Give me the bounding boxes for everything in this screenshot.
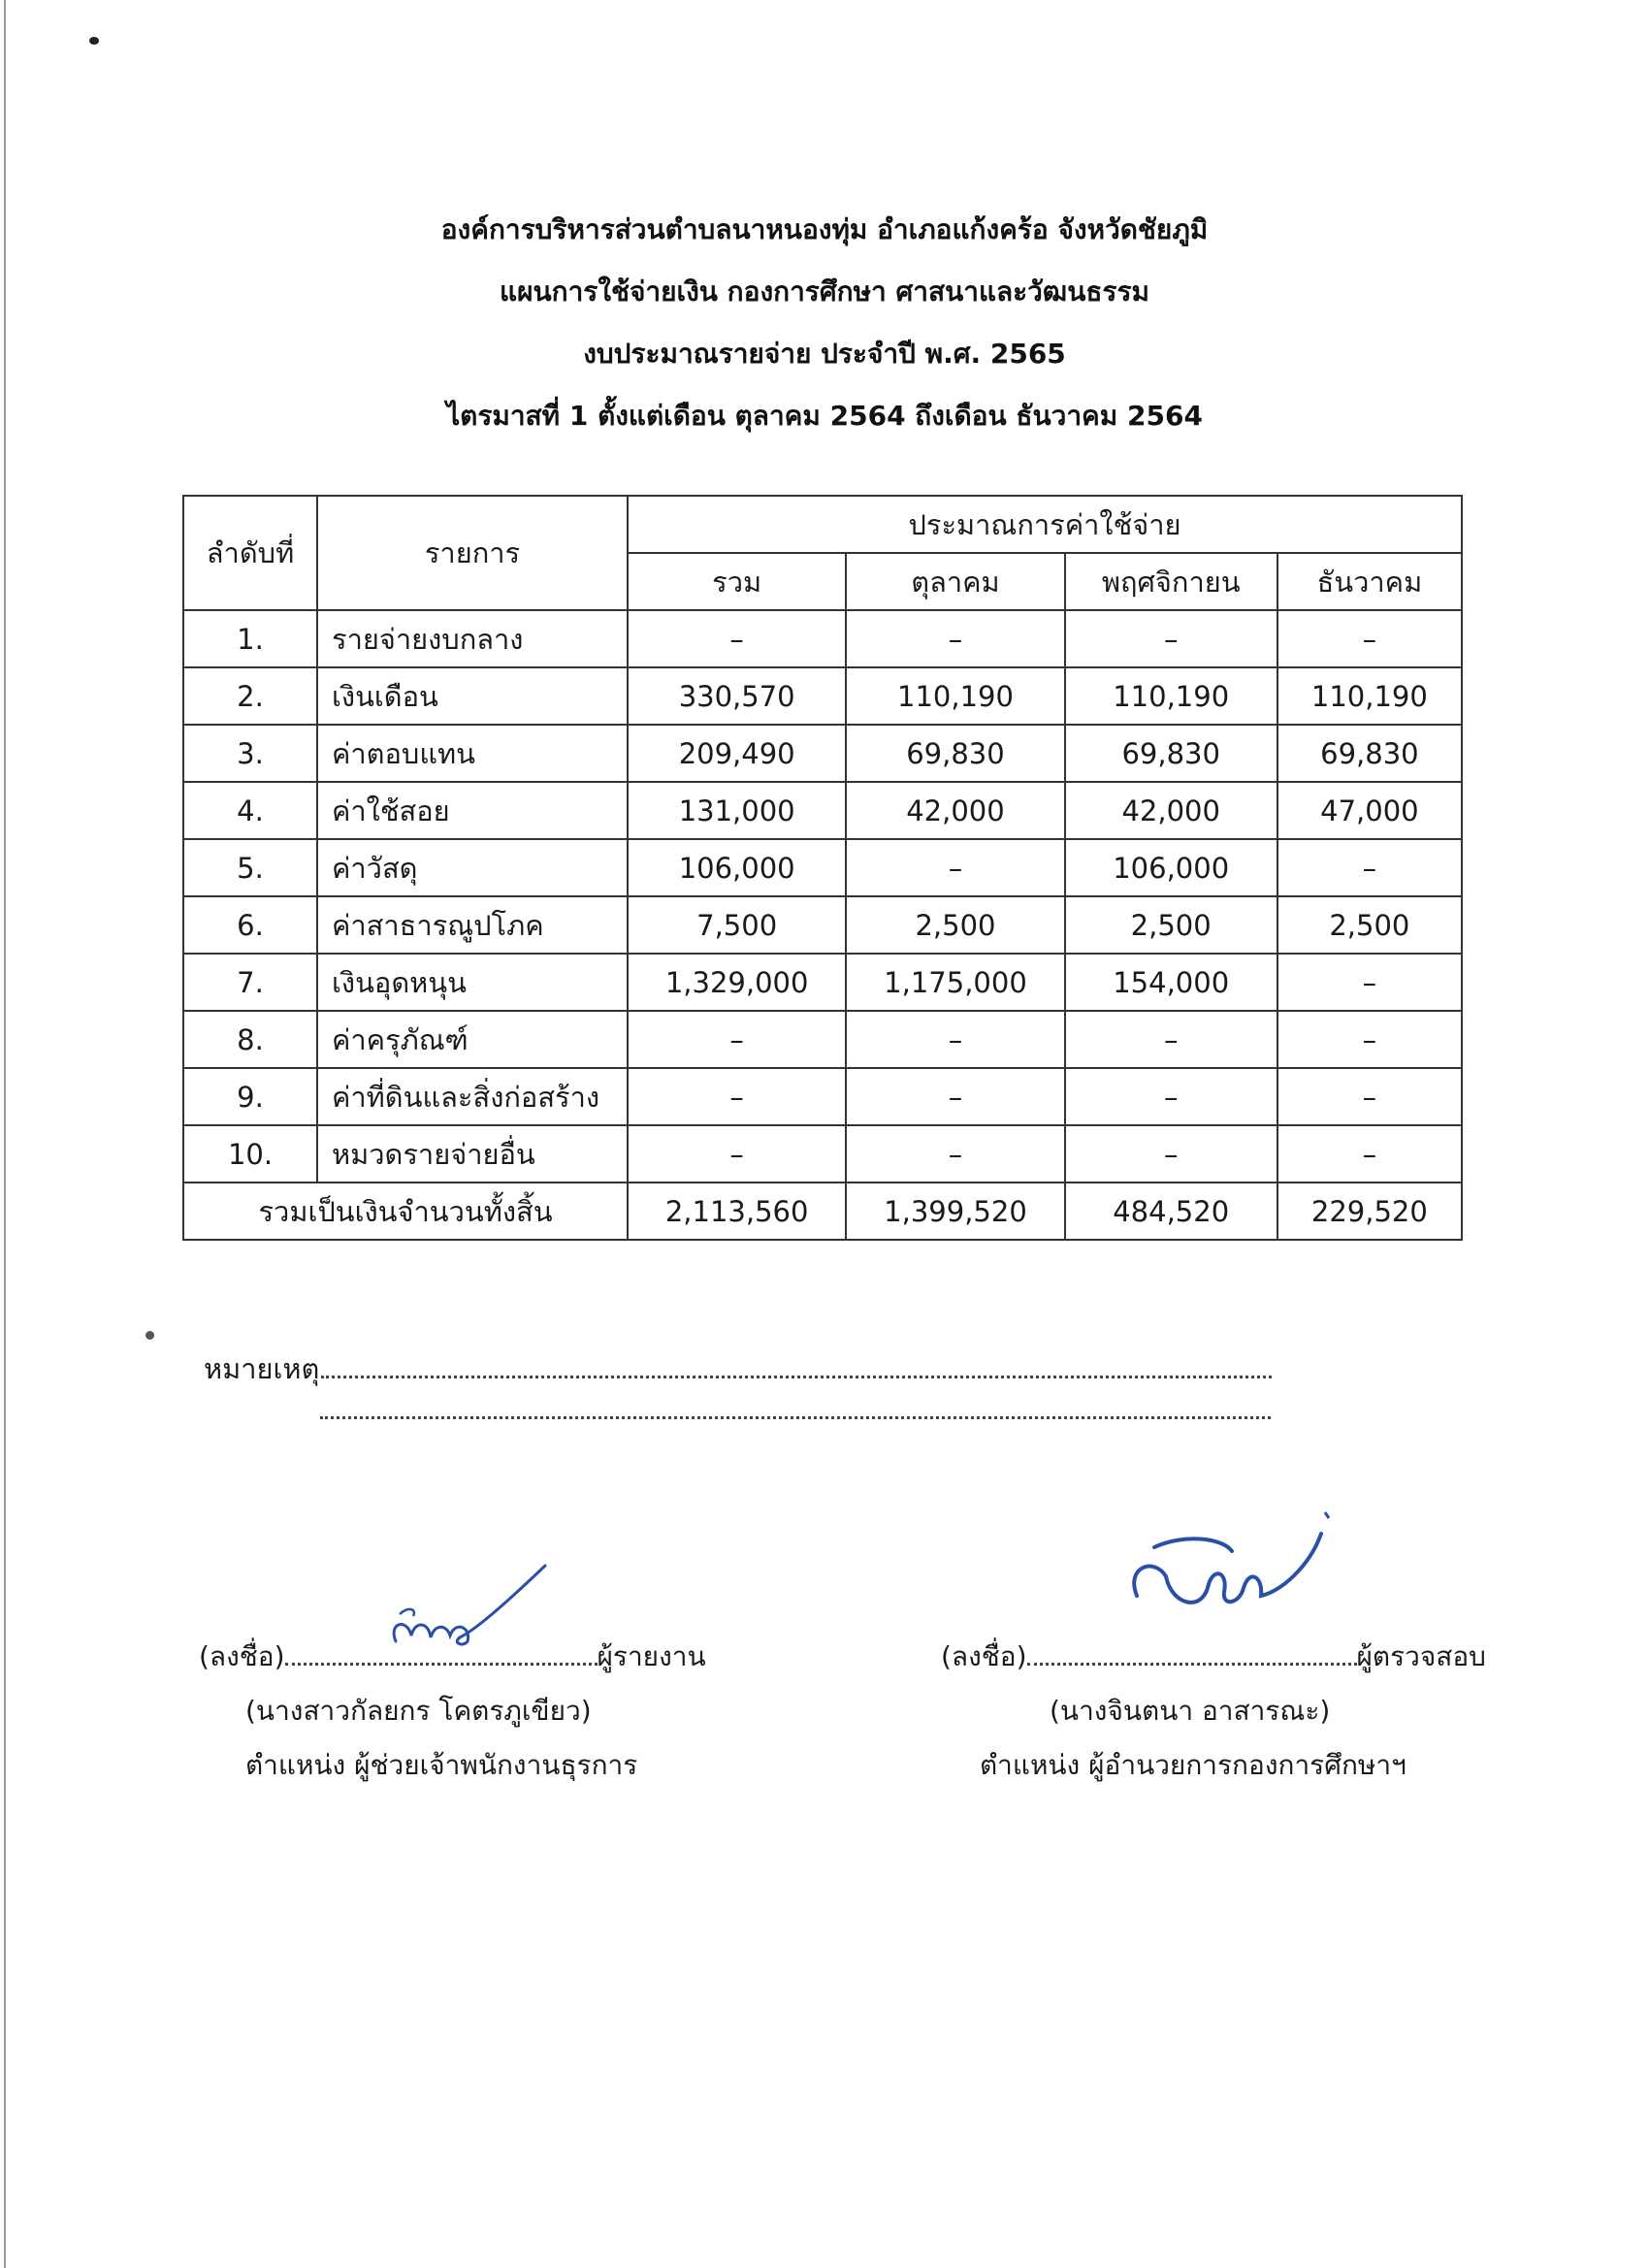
grand-total-oct: 1,399,520 [846,1183,1064,1240]
row-item: ค่าตอบแทน [317,725,628,782]
row-oct: 69,830 [846,725,1064,782]
row-dec: – [1277,954,1462,1011]
row-nov: 69,830 [1065,725,1277,782]
header-october: ตุลาคม [846,553,1064,610]
grand-total-sum: 2,113,560 [628,1183,846,1240]
row-nov: – [1065,1125,1277,1183]
header-total: รวม [628,553,846,610]
row-seq: 2. [183,667,317,725]
table-row [183,725,1462,782]
row-item: เงินเดือน [317,667,628,725]
header-november: พฤศจิกายน [1065,553,1277,610]
row-dec: – [1277,1125,1462,1183]
row-total: – [628,1068,846,1125]
scan-speck [146,1331,154,1340]
sign-role: ผู้ตรวจสอบ [1356,1640,1486,1672]
row-dec: – [1277,610,1462,667]
header-december: ธันวาคม [1277,553,1462,610]
row-total: 330,570 [628,667,846,725]
row-dec: – [1277,1068,1462,1125]
expenditure-plan-table [182,495,1463,1241]
header-seq: ลำดับที่ [183,496,317,610]
row-seq: 1. [183,610,317,667]
row-total: 209,490 [628,725,846,782]
signer-name: (นางจินตนา อาสารณะ) [1050,1695,1331,1727]
table-row [183,1011,1462,1068]
row-item: ค่าใช้สอย [317,782,628,839]
row-item: เงินอุดหนุน [317,954,628,1011]
row-oct: – [846,1125,1064,1183]
row-oct: 2,500 [846,896,1064,954]
row-seq: 9. [183,1068,317,1125]
table-row [183,667,1462,725]
table-row [183,1125,1462,1183]
document-headings [0,199,1649,447]
grand-total-label: รวมเป็นเงินจำนวนทั้งสิ้น [183,1183,628,1240]
row-total: 1,329,000 [628,954,846,1011]
row-item: ค่าวัสดุ [317,839,628,896]
table-row [183,1068,1462,1125]
header-estimate: ประมาณการค่าใช้จ่าย [628,496,1462,553]
remarks-line [204,1346,1272,1391]
heading-quarter: ไตรมาสที่ 1 ตั้งแต่เดือน ตุลาคม 2564 ถึงเดือน ธันวาคม 2564 [446,400,1203,432]
sign-role: ผู้รายงาน [597,1640,706,1672]
remarks-label: หมายเหตุ [204,1352,320,1385]
row-dec: – [1277,1011,1462,1068]
row-oct: 110,190 [846,667,1064,725]
signature-block-reviewer [941,1620,1620,1795]
row-total: 7,500 [628,896,846,954]
row-seq: 3. [183,725,317,782]
grand-total-nov: 484,520 [1065,1183,1277,1240]
row-dec: 47,000 [1277,782,1462,839]
handwritten-signature-reporter [378,1552,553,1659]
row-dec: 69,830 [1277,725,1462,782]
row-seq: 6. [183,896,317,954]
row-dec: 110,190 [1277,667,1462,725]
row-item: ค่าที่ดินและสิ่งก่อสร้าง [317,1068,628,1125]
row-oct: 1,175,000 [846,954,1064,1011]
remarks-dotted-line [321,1376,1272,1378]
row-oct: – [846,1011,1064,1068]
heading-organization: องค์การบริหารส่วนตำบลนาหนองทุ่ม อำเภอแก้งคร้อ จังหวัดชัยภูมิ [440,213,1209,245]
handwritten-signature-reviewer [1116,1499,1339,1644]
row-seq: 4. [183,782,317,839]
row-total: – [628,610,846,667]
table-row [183,896,1462,954]
row-item: หมวดรายจ่ายอื่น [317,1125,628,1183]
signer-name: (นางสาวกัลยกร โคตรภูเขียว) [245,1695,592,1727]
table-row [183,954,1462,1011]
row-item: ค่าสาธารณูปโภค [317,896,628,954]
heading-plan: แผนการใช้จ่ายเงิน กองการศึกษา ศาสนาและวัฒนธรรม [500,275,1149,308]
grand-total-row [183,1183,1462,1240]
signer-position: ตำแหน่ง ผู้อำนวยการกองการศึกษาฯ [980,1749,1406,1781]
row-seq: 7. [183,954,317,1011]
row-oct: – [846,610,1064,667]
signature-dotted-line [1027,1663,1357,1666]
row-oct: – [846,839,1064,896]
row-nov: 154,000 [1065,954,1277,1011]
table-row [183,610,1462,667]
signer-position: ตำแหน่ง ผู้ช่วยเจ้าพนักงานธุรการ [245,1749,638,1781]
row-dec: 2,500 [1277,896,1462,954]
row-oct: – [846,1068,1064,1125]
row-nov: – [1065,1068,1277,1125]
row-nov: – [1065,1011,1277,1068]
sign-prefix: (ลงชื่อ) [941,1640,1027,1672]
signature-dotted-line [285,1663,598,1666]
row-nov: 42,000 [1065,782,1277,839]
row-seq: 5. [183,839,317,896]
table-row [183,839,1462,896]
row-nov: 110,190 [1065,667,1277,725]
row-total: 106,000 [628,839,846,896]
row-seq: 10. [183,1125,317,1183]
row-total: – [628,1125,846,1183]
heading-budget-year: งบประมาณรายจ่าย ประจำปี พ.ศ. 2565 [583,338,1066,370]
row-seq: 8. [183,1011,317,1068]
row-nov: 106,000 [1065,839,1277,896]
row-dec: – [1277,839,1462,896]
row-total: 131,000 [628,782,846,839]
grand-total-dec: 229,520 [1277,1183,1462,1240]
remarks-dotted-line-2 [320,1416,1271,1419]
scan-speck [89,37,99,45]
row-item: รายจ่ายงบกลาง [317,610,628,667]
table-row [183,782,1462,839]
row-oct: 42,000 [846,782,1064,839]
header-item: รายการ [317,496,628,610]
row-nov: 2,500 [1065,896,1277,954]
sign-prefix: (ลงชื่อ) [199,1640,285,1672]
row-nov: – [1065,610,1277,667]
row-item: ค่าครุภัณฑ์ [317,1011,628,1068]
row-total: – [628,1011,846,1068]
